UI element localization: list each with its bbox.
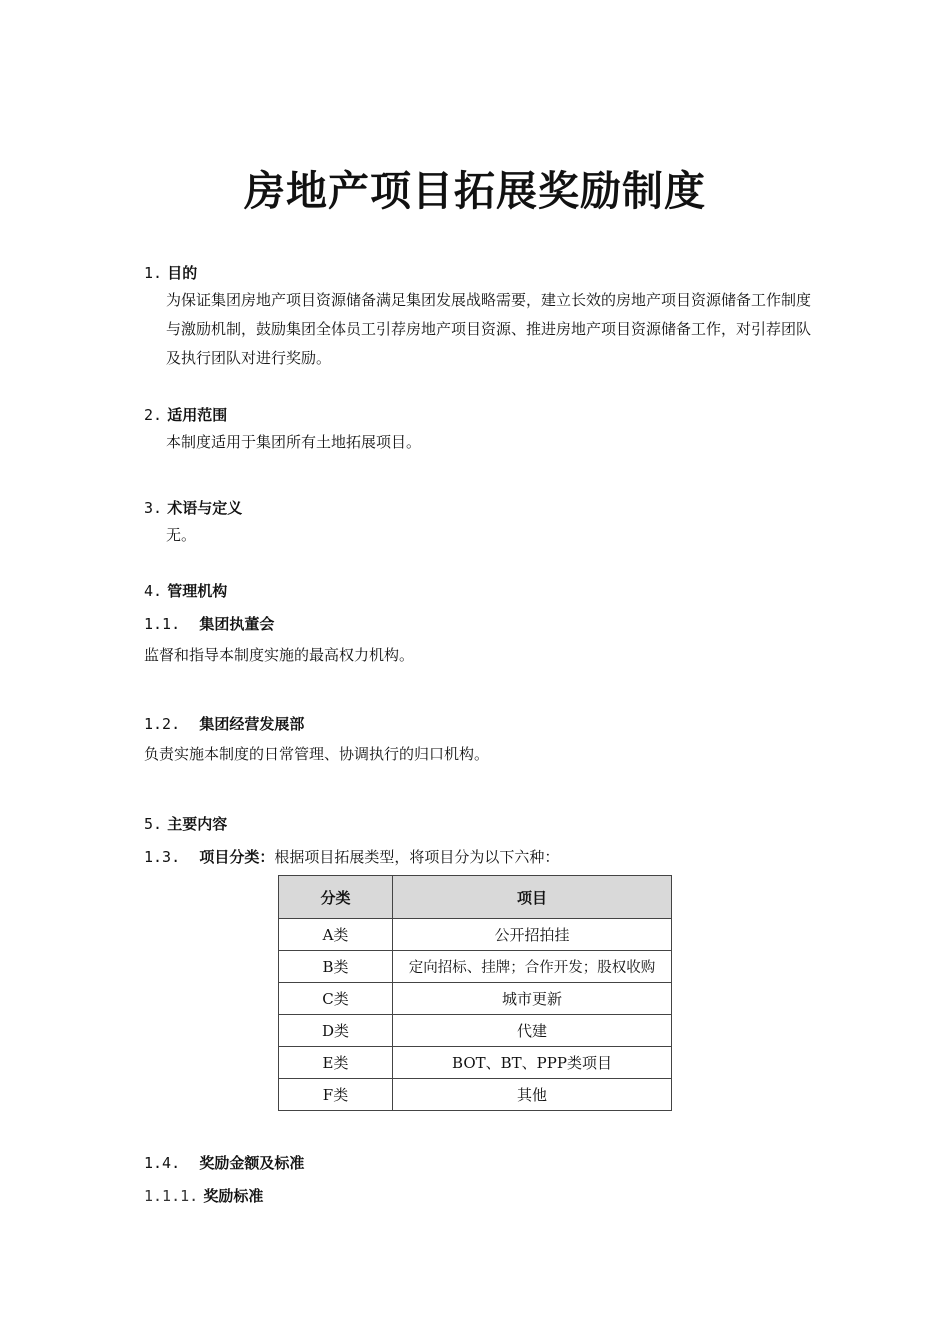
- section-title: 术语与定义: [167, 499, 243, 517]
- table-row: [279, 1047, 672, 1079]
- table-cell-project: 代建: [393, 1015, 672, 1047]
- table-cell-project: 城市更新: [393, 983, 672, 1015]
- section-title: 主要内容: [167, 815, 228, 833]
- table-header-row: [279, 876, 672, 919]
- table-row: [279, 951, 672, 983]
- column-header-project: 项目: [393, 876, 672, 919]
- table-cell-project: BOT、BT、PPP类项目: [393, 1047, 672, 1079]
- section-title: 管理机构: [167, 582, 228, 600]
- table-cell-category: B类: [279, 951, 393, 983]
- table-cell-category: C类: [279, 983, 393, 1015]
- section-title: 目的: [167, 264, 198, 282]
- subsubsection-heading-1-1-1: [144, 1185, 263, 1206]
- section-title: 奖励金额及标准: [199, 1154, 305, 1172]
- project-classification-table: [278, 875, 672, 1111]
- section-number: 1.: [144, 264, 163, 282]
- document-title: 房地产项目拓展奖励制度: [244, 167, 706, 215]
- table-cell-project: 公开招拍挂: [393, 919, 672, 951]
- column-header-category: 分类: [279, 876, 393, 919]
- table-cell-category: D类: [279, 1015, 393, 1047]
- section-body-1: 为保证集团房地产项目资源储备满足集团发展战略需要，建立长效的房地产项目资源储备工作制度与激励机制，鼓励集团全体员工引荐房地产项目资源、推进房地产项目资源储备工作，对引荐团队及执行团队对进行奖励。: [166, 291, 812, 367]
- section-number: 3.: [144, 499, 163, 517]
- section-title: 集团经营发展部: [199, 715, 305, 733]
- section-number: 1.3.: [144, 848, 181, 866]
- subsection-inline-text: 根据项目拓展类型，将项目分为以下六种：: [274, 848, 560, 866]
- section-heading-1: [144, 262, 197, 283]
- table-cell-category: E类: [279, 1047, 393, 1079]
- section-number: 5.: [144, 815, 163, 833]
- table-cell-category: F类: [279, 1079, 393, 1111]
- table-cell-project: 其他: [393, 1079, 672, 1111]
- section-title: 奖励标准: [203, 1187, 264, 1205]
- section-body-3: 无。: [166, 526, 197, 544]
- section-number: 1.1.1.: [144, 1187, 199, 1205]
- subsection-body-1-2: 负责实施本制度的日常管理、协调执行的归口机构。: [144, 745, 490, 763]
- section-number: 1.2.: [144, 715, 181, 733]
- subsection-heading-1-1: [144, 613, 274, 634]
- subsection-heading-1-3: [144, 846, 559, 867]
- section-heading-3: [144, 497, 242, 518]
- table-cell-project: 定向招标、挂牌；合作开发；股权收购: [393, 951, 672, 983]
- section-body-2: 本制度适用于集团所有土地拓展项目。: [166, 433, 422, 451]
- subsection-heading-1-2: [144, 713, 304, 734]
- table-row: [279, 1015, 672, 1047]
- section-number: 1.4.: [144, 1154, 181, 1172]
- section-title: 适用范围: [167, 406, 228, 424]
- section-heading-4: [144, 580, 227, 601]
- section-number: 4.: [144, 582, 163, 600]
- section-heading-5: [144, 813, 227, 834]
- table-row: [279, 983, 672, 1015]
- subsection-heading-1-4: [144, 1152, 304, 1173]
- section-number: 2.: [144, 406, 163, 424]
- section-title: 集团执董会: [199, 615, 275, 633]
- subsection-body-1-1: 监督和指导本制度实施的最高权力机构。: [144, 646, 415, 664]
- table-row: [279, 1079, 672, 1111]
- section-title: 项目分类：: [199, 848, 275, 866]
- table-row: [279, 919, 672, 951]
- section-number: 1.1.: [144, 615, 181, 633]
- section-heading-2: [144, 404, 227, 425]
- table-cell-category: A类: [279, 919, 393, 951]
